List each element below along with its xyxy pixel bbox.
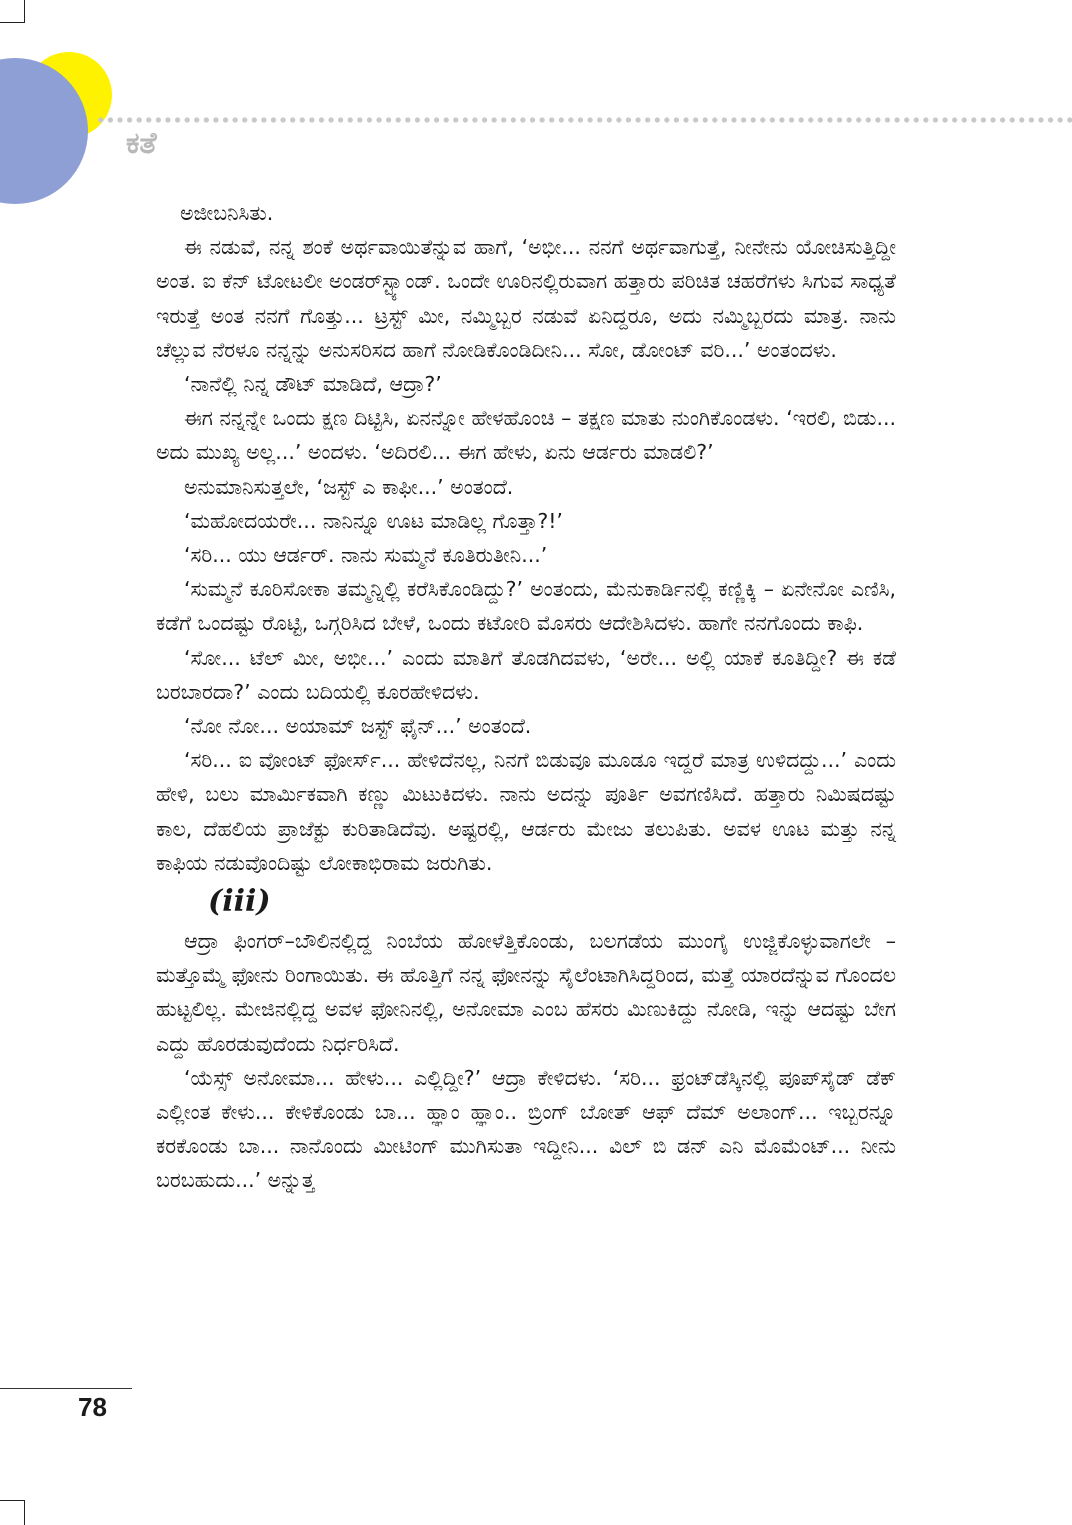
crop-mark-top-horizontal: [0, 22, 25, 23]
paragraph: ‘ಮಹೋದಯರೇ... ನಾನಿನ್ನೂ ಊಟ ಮಾಡಿಲ್ಲ ಗೊತ್ತಾ?!’: [184, 508, 563, 533]
story-body: [156, 196, 896, 1198]
paragraph: ‘ಸುಮ್ಮನೆ ಕೂರಿಸೋಕಾ ತಮ್ಮನ್ನಿಲ್ಲಿ ಕರೆಸಿಕೊಂಡಿದ್ದು?’ ಅಂತಂದು, ಮೆನುಕಾರ್ಡಿನಲ್ಲಿ ಕಣ್ಣಿಕ್ಕಿ – ಏನೇನೋ ಎಣಿಸಿ, ಕಡೆಗೆ ಒಂದಷ್ಟು ರೊಟ್ಟಿ, ಒಗ್ಗರಿಸಿದ ಬೇಳೆ, ಒಂದು ಕಟೋರಿ ಮೊಸರು ಆದೇಶಿಸಿದಳು. ಹಾಗೇ ನನಗೊಂದು ಕಾಫಿ.: [156, 577, 896, 636]
page-number: 78: [78, 1392, 107, 1422]
folio-rule: [0, 1388, 132, 1389]
paragraph: ಈ ನಡುವೆ, ನನ್ನ ಶಂಕೆ ಅರ್ಥವಾಯಿತೆನ್ನುವ ಹಾಗೆ, ‘ಅಭೀ... ನನಗೆ ಅರ್ಥವಾಗುತ್ತೆ, ನೀನೇನು ಯೋಚಿಸುತ್ತಿದ್ದೀ ಅಂತ. ಐ ಕೆನ್ ಟೋಟಲೀ ಅಂಡರ್‌ಸ್ಟ್ಯಾಂಡ್. ಒಂದೇ ಊರಿನಲ್ಲಿರುವಾಗ ಹತ್ತಾರು ಪರಿಚಿತ ಚಹರೆಗಳು ಸಿಗುವ ಸಾಧ್ಯತೆ ಇರುತ್ತೆ ಅಂತ ನನಗೆ ಗೊತ್ತು... ಟ್ರಸ್ಟ್ ಮೀ, ನಮ್ಮಿಬ್ಬರ ನಡುವೆ ಏನಿದ್ದರೂ, ಅದು ನಮ್ಮಿಬ್ಬರದು ಮಾತ್ರ. ನಾನು ಚೆಲ್ಲುವ ನೆರಳೂ ನನ್ನನ್ನು ಅನುಸರಿಸದ ಹಾಗೆ ನೋಡಿಕೊಂಡಿದೀನಿ... ಸೋ, ಡೋಂಟ್ ವರಿ...’ ಅಂತಂದಳು.: [156, 235, 896, 362]
paragraph: ‘ಸರಿ... ಐ ವೋಂಟ್ ಫೋರ್ಸ್... ಹೇಳಿದೆನಲ್ಲ, ನಿನಗೆ ಬಿಡುವೂ ಮೂಡೂ ಇದ್ದರೆ ಮಾತ್ರ ಉಳಿದದ್ದು...’ ಎಂದು ಹೇಳಿ, ಬಲು ಮಾರ್ಮಿಕವಾಗಿ ಕಣ್ಣು ಮಿಟುಕಿದಳು. ನಾನು ಅದನ್ನು ಪೂರ್ತಿ ಅವಗಣಿಸಿದೆ. ಹತ್ತಾರು ನಿಮಿಷದಷ್ಟು ಕಾಲ, ದೆಹಲಿಯ ಪ್ರಾಜೆಕ್ಟು ಕುರಿತಾಡಿದೆವು. ಅಷ್ಟರಲ್ಲಿ, ಆರ್ಡರು ಮೇಜು ತಲುಪಿತು. ಅವಳ ಊಟ ಮತ್ತು ನನ್ನ ಕಾಫಿಯ ನಡುವೊಂದಿಷ್ಟು ಲೋಕಾಭಿರಾಮ ಜರುಗಿತು.: [156, 748, 896, 875]
section-label: ಕತೆ: [126, 126, 157, 161]
paragraph: ಈಗ ನನ್ನನ್ನೇ ಒಂದು ಕ್ಷಣ ದಿಟ್ಟಿಸಿ, ಏನನ್ನೋ ಹೇಳಹೊಂಚಿ – ತಕ್ಷಣ ಮಾತು ನುಂಗಿಕೊಂಡಳು. ‘ಇರಲಿ, ಬಿಡು... ಅದು ಮುಖ್ಯ ಅಲ್ಲ...’ ಅಂದಳು. ‘ಅದಿರಲಿ... ಈಗ ಹೇಳು, ಏನು ಆರ್ಡರು ಮಾಡಲಿ?’: [156, 406, 896, 465]
paragraph: ‘ಸರಿ... ಯು ಆರ್ಡರ್. ನಾನು ಸುಮ್ಮನೆ ಕೂತಿರುತೀನಿ...’: [184, 543, 548, 568]
crop-mark-top: [24, 0, 25, 22]
dotted-header-rule: [96, 116, 1072, 124]
paragraph: ‘ಸೋ... ಟೆಲ್ ಮೀ, ಅಭೀ...’ ಎಂದು ಮಾತಿಗೆ ತೊಡಗಿದವಳು, ‘ಅರೇ... ಅಲ್ಲಿ ಯಾಕೆ ಕೂತಿದ್ದೀ? ಈ ಕಡೆ ಬರಬಾರದಾ?’ ಎಂದು ಬದಿಯಲ್ಲಿ ಕೂರಹೇಳಿದಳು.: [156, 645, 896, 704]
paragraph: ‘ಯೆಸ್ಸ್ ಅನೋಮಾ... ಹೇಳು... ಎಲ್ಲಿದ್ದೀ?’ ಆದ್ರಾ ಕೇಳಿದಳು. ‘ಸರಿ... ಫ್ರಂಟ್‌ಡೆಸ್ಕಿನಲ್ಲಿ ಪೂಪ್‌ಸೈಡ್ ಡೆಕ್ ಎಲ್ಲೀಂತ ಕೇಳು... ಕೇಳಿಕೊಂಡು ಬಾ... ಹ್ಞಾಂ ಹ್ಞಾಂ.. ಬ್ರಿಂಗ್ ಬೋತ್ ಆಫ್ ದೆಮ್ ಅಲಾಂಗ್... ಇಬ್ಬರನ್ನೂ ಕರಕೊಂಡು ಬಾ... ನಾನೊಂದು ಮೀಟಿಂಗ್ ಮುಗಿಸುತಾ ಇದ್ದೀನಿ... ವಿಲ್ ಬಿ ಡನ್ ಎನಿ ಮೊಮೆಂಟ್... ನೀನು ಬರಬಹುದು...’ ಅನ್ನುತ್ತ: [156, 1065, 896, 1193]
paragraph: ‘ನೋ ನೋ... ಅಯಾಮ್ ಜಸ್ಟ್ ಫೈನ್...’ ಅಂತಂದೆ.: [184, 714, 532, 739]
paragraph: ‘ನಾನೆಲ್ಲಿ ನಿನ್ನ ಡೌಟ್ ಮಾಡಿದೆ, ಆದ್ರಾ?’: [184, 372, 442, 397]
section-number: (iii): [208, 884, 271, 920]
paragraph: ಆದ್ರಾ ಫಿಂಗರ್–ಬೌಲಿನಲ್ಲಿದ್ದ ನಿಂಬೆಯ ಹೋಳೆತ್ತಿಕೊಂಡು, ಬಲಗಡೆಯ ಮುಂಗೈ ಉಜ್ಜಿಕೊಳ್ಳುವಾಗಲೇ – ಮತ್ತೊಮ್ಮೆ ಫೋನು ರಿಂಗಾಯಿತು. ಈ ಹೊತ್ತಿಗೆ ನನ್ನ ಫೋನನ್ನು ಸೈಲೆಂಟಾಗಿಸಿದ್ದರಿಂದ, ಮತ್ತೆ ಯಾರದೆನ್ನುವ ಗೊಂದಲ ಹುಟ್ಟಲಿಲ್ಲ. ಮೇಜಿನಲ್ಲಿದ್ದ ಅವಳ ಫೋನಿನಲ್ಲಿ, ಅನೋಮಾ ಎಂಬ ಹೆಸರು ಮಿಣುಕಿದ್ದು ನೋಡಿ, ಇನ್ನು ಆದಷ್ಟು ಬೇಗ ಎದ್ದು ಹೊರಡುವುದೆಂದು ನಿರ್ಧರಿಸಿದೆ.: [156, 929, 896, 1056]
paragraph: ಅಜೀಬನಿಸಿತು.: [180, 201, 274, 225]
crop-mark-bottom: [24, 1500, 25, 1525]
crop-mark-bottom-horizontal: [0, 1500, 25, 1501]
paragraph: ಅನುಮಾನಿಸುತ್ತಲೇ, ‘ಜಸ್ಟ್ ಎ ಕಾಫೀ...’ ಅಂತಂದೆ.: [184, 474, 514, 499]
